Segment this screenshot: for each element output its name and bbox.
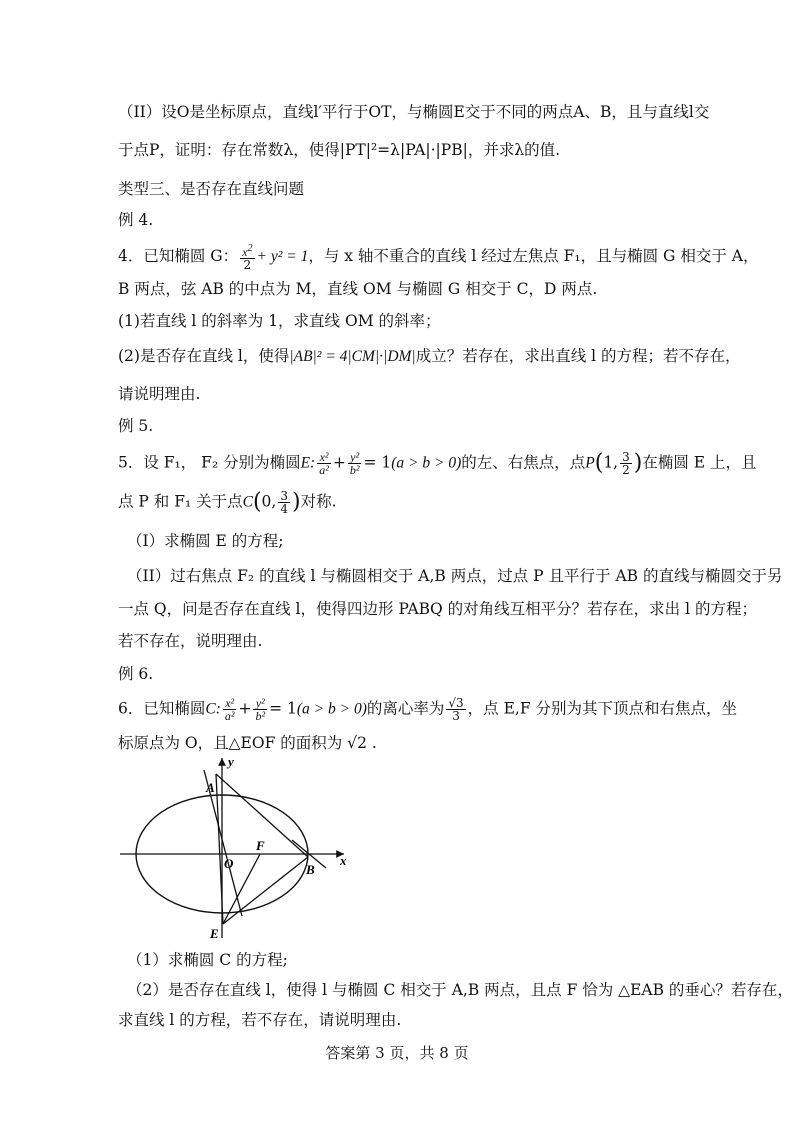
label-b: B: [306, 862, 315, 877]
q2-line-1: （II）设O是坐标原点，直线l′平行于OT，与椭圆E交于不同的两点A、B，且与直线l交: [118, 103, 710, 121]
frac-num: x²: [317, 451, 331, 464]
p-coord-x: 1,: [603, 453, 619, 472]
ex6-line-1: 6．已知椭圆C: $\frac{\text{x²}}{\text{a²}}$ + $\frac{\text{y²}}{\text{b²}}$ = 1(a > b > 0)的离心率为 $\frac{√3}{3}$ ，点 E,F 分别为其下顶点和右焦点，坐: [118, 696, 738, 723]
frac-num: 3: [280, 489, 288, 503]
ex4-ab-equation: |AB|² = 4|CM|·|DM|: [289, 348, 416, 365]
ex5-part-2-line-3: 若不存在，说明理由.: [118, 632, 263, 650]
ex5-eq: = 1: [363, 453, 392, 472]
ex4-eq-tail: + y² = 1: [256, 248, 309, 265]
frac-num: 3: [622, 450, 630, 464]
ex6-cond: (a > b > 0): [296, 700, 367, 718]
ex4-part2-suffix: 成立？若存在，求出直线 l 的方程；若不存在，: [415, 347, 741, 365]
ex4-fraction-x2-over-2: [240, 243, 254, 271]
section-title: 类型三、是否存在直线问题: [118, 180, 305, 198]
ex5-line-2: 点 P 和 F₁ 关于点C(0, $\frac{3}{4}$ )对称.: [118, 489, 337, 516]
frac-den: a²: [224, 709, 235, 723]
label-a: A: [206, 780, 215, 795]
example-6-label: 例 6.: [118, 665, 154, 683]
example-5-label: 例 5.: [118, 417, 154, 435]
ex4-line1-prefix: 4．已知椭圆 G：: [118, 247, 239, 265]
ex6-eq: = 1: [269, 699, 297, 718]
frac-den: 4: [280, 502, 288, 516]
ex6-frac-y: [253, 697, 267, 722]
ex6-frac-x: [223, 697, 237, 722]
ex4-part-1: (1)若直线 l 的斜率为 1，求直线 OM 的斜率；: [118, 312, 441, 330]
ex4-line1-suffix: ，与 x 轴不重合的直线 l 经过左焦点 F₁，且与椭圆 G 相交于 A，: [308, 247, 759, 265]
page-footer: 答案第 3 页，共 8 页: [325, 1044, 469, 1062]
point-p-label: P: [585, 454, 595, 472]
ex5-part-2-line-1: （II）过右焦点 F₂ 的直线 l 与椭圆相交于 A,B 两点，过点 P 且平行于 AB 的直线与椭圆交于另: [127, 567, 783, 585]
ex5-cond: (a > b > 0): [391, 454, 462, 472]
frac-num-text: x: [242, 245, 248, 259]
frac-den: 3: [452, 709, 460, 723]
frac-num: $x^2$: [242, 243, 253, 259]
ex6-ellipse-name: C:: [205, 700, 221, 718]
frac-num: √3: [448, 696, 464, 710]
frac-num: y²: [253, 697, 267, 710]
ellipse-figure: [118, 752, 358, 942]
label-x: x: [340, 853, 347, 868]
frac-num: y²: [348, 451, 362, 464]
q2-line-2: 于点P，证明：存在常数λ，使得|PT|²=λ|PA|·|PB|，并求λ的值.: [118, 141, 561, 159]
frac-den: 2: [243, 258, 252, 272]
label-e: E: [210, 926, 219, 941]
c-coord-y: [278, 490, 290, 515]
ex5-part-2-line-2: 一点 Q，问是否存在直线 l，使得四边形 PABQ 的对角线互相平分？若存在，求出 l 的方程；: [118, 600, 757, 618]
ex4-line-2: B 两点，弦 AB 的中点为 M，直线 OM 与椭圆 G 相交于 C，D 两点.: [118, 280, 598, 298]
frac-den: b²: [255, 709, 266, 723]
ex5-frac-x: [317, 451, 331, 476]
frac-den: b²: [349, 463, 360, 477]
c-coord-x: 0,: [261, 492, 277, 511]
frac-den: 2: [622, 463, 630, 477]
ex4-part-2-line-2: 请说明理由.: [118, 385, 201, 403]
ex5-line2-suffix: 对称.: [300, 492, 337, 511]
ex4-part2-prefix: (2)是否存在直线 l，使得: [118, 347, 290, 365]
ex6-line-2: 标原点为 O，且△EOF 的面积为 √2 .: [118, 734, 377, 752]
example-4-label: 例 4.: [118, 211, 154, 229]
ex5-line-1: 5．设 F₁， F₂ 分别为椭圆E: $\frac{\text{x²}}{\text{a²}}$ + $\frac{\text{y²}}{\text{b²}}$ = 1(a > b > 0)的左、右焦点，点P(1, $\frac{3}{2}$ )在椭圆 E 上，且: [118, 450, 757, 477]
ex6-part-2-line-1: （2）是否存在直线 l，使得 l 与椭圆 C 相交于 A,B 两点，且点 F 恰为 △EAB 的垂心？若存在，: [127, 981, 793, 999]
label-f: F: [256, 838, 265, 853]
ex6-line1-prefix: 6．已知椭圆: [118, 699, 206, 718]
ex6-line1-mid: 的离心率为: [366, 699, 445, 718]
ex6-line1-suffix: ，点 E,F 分别为其下顶点和右焦点，坐: [467, 699, 738, 718]
ex5-line1-suffix: 在椭圆 E 上，且: [642, 453, 757, 472]
ex4-line-1: [118, 243, 759, 271]
ex5-line1-mid: 的左、右焦点，点: [461, 453, 586, 472]
ex5-part-1: （I）求椭圆 E 的方程;: [127, 532, 284, 550]
ex5-frac-y: [348, 451, 362, 476]
ex6-part-2-line-2: 求直线 l 的方程，若不存在，请说明理由.: [118, 1011, 402, 1029]
label-o: O: [224, 856, 234, 871]
label-y: y: [228, 754, 234, 769]
ex5-line2-prefix: 点 P 和 F₁ 关于点: [118, 492, 243, 511]
ex6-part-1: （1）求椭圆 C 的方程;: [127, 951, 288, 969]
ex4-part-2: [118, 346, 741, 367]
p-coord-y: [620, 451, 632, 476]
ex5-ellipse-name: E:: [300, 454, 316, 472]
eccentricity-fraction: [446, 697, 465, 722]
frac-den: a²: [319, 463, 329, 477]
ex5-line1-prefix: 5．设 F₁， F₂ 分别为椭圆: [118, 453, 301, 472]
point-c-label: C: [242, 493, 253, 511]
frac-num: x²: [223, 697, 237, 710]
